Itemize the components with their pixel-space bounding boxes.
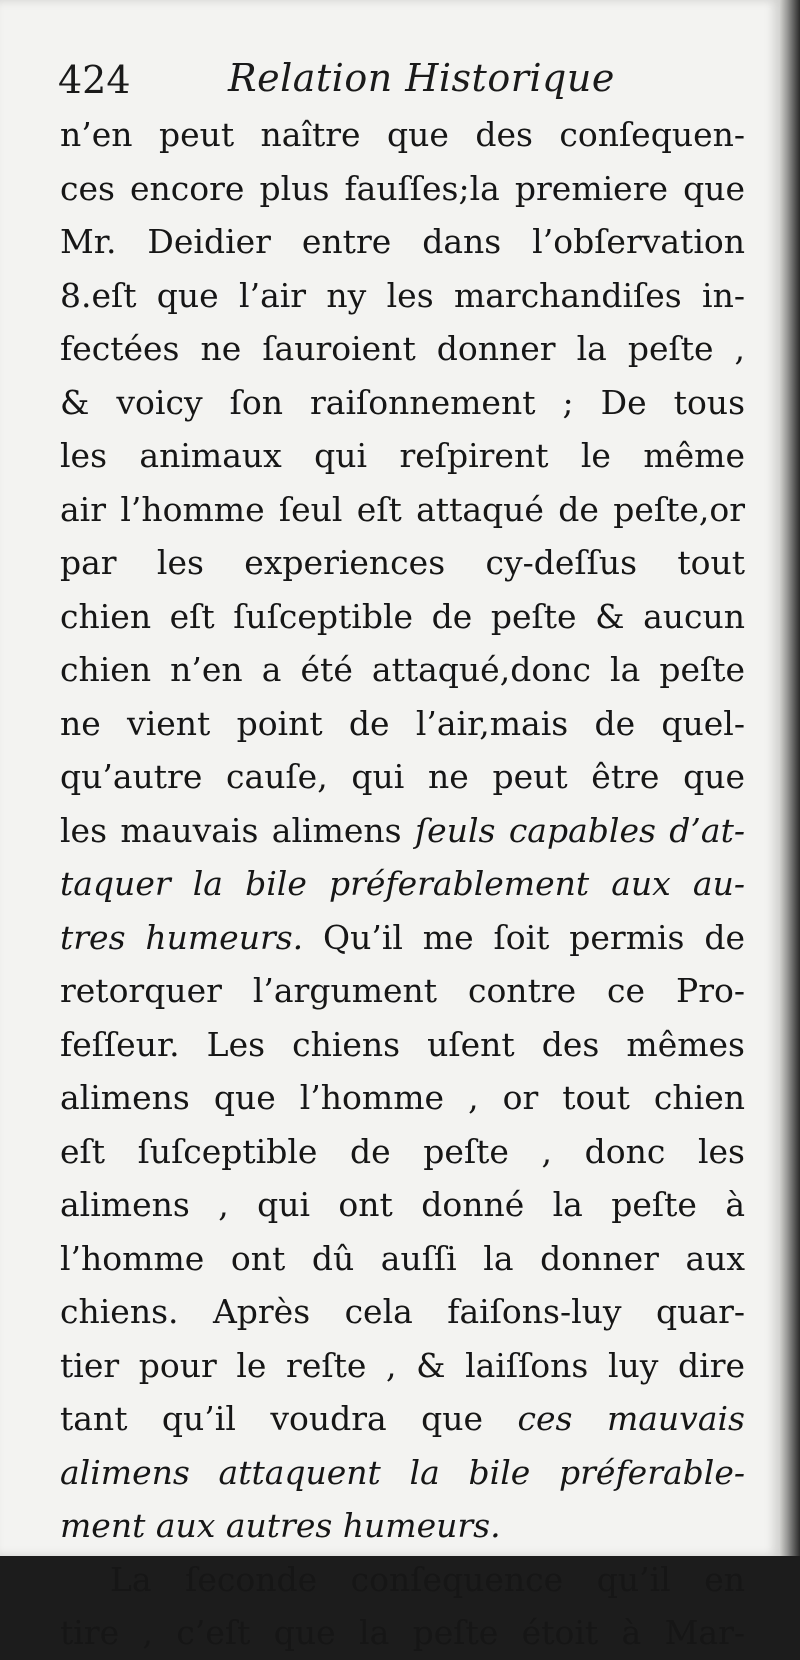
text-line: air l’homme ſeul eſt attaqué de peſte,or bbox=[60, 489, 745, 529]
page-number: 424 bbox=[58, 58, 131, 102]
text-line: tant qu’il voudra que ces mauvais bbox=[60, 1399, 745, 1438]
text-line: retorquer l’argument contre ce Pro- bbox=[60, 971, 745, 1010]
text-line: 8.eſt que l’air ny les marchandiſes in- bbox=[60, 275, 745, 315]
text-line: alimens , qui ont donné la peſte à bbox=[60, 1185, 745, 1224]
text-line: ne vient point de l’air,mais de quel- bbox=[60, 703, 745, 743]
text-line: ment aux autres humeurs. bbox=[60, 1506, 501, 1545]
text-line: La ſeconde conſequence qu’il en bbox=[110, 1559, 745, 1599]
text-line: taquer la bile préferablement aux au- bbox=[60, 864, 745, 903]
text-line: Mr. Deidier entre dans l’obſervation bbox=[60, 222, 745, 261]
text-line: par les experiences cy-deſſus tout bbox=[60, 543, 745, 582]
running-title: Relation Historique bbox=[228, 56, 615, 100]
text-line: les animaux qui reſpirent le même bbox=[60, 436, 745, 475]
text-line: chiens. Après cela faiſons-luy quar- bbox=[60, 1292, 745, 1331]
page-edge-shadow bbox=[780, 0, 800, 1556]
text-line: eſt ſuſceptible de peſte , donc les bbox=[60, 1131, 745, 1171]
text-line: tres humeurs. Qu’il me ſoit permis de bbox=[60, 917, 745, 957]
text-line: alimens que l’homme , or tout chien bbox=[60, 1078, 745, 1117]
text-line: tire , c’eſt que la peſte étoit à Mar- bbox=[60, 1613, 745, 1652]
text-line: l’homme ont dû auſſi la donner aux bbox=[60, 1238, 745, 1278]
text-line: chien n’en a été attaqué,donc la peſte bbox=[60, 650, 745, 689]
text-line: alimens attaquent la bile préferable- bbox=[60, 1452, 745, 1492]
text-line: qu’autre cauſe, qui ne peut être que bbox=[60, 757, 745, 796]
body-text bbox=[60, 108, 745, 1660]
page-header bbox=[58, 52, 738, 112]
text-line: les mauvais alimens ſeuls capables d’at- bbox=[60, 810, 745, 850]
text-line: & voicy ſon raiſonnement ; De tous bbox=[60, 382, 745, 422]
text-line: chien eſt ſuſceptible de peſte & aucun bbox=[60, 596, 745, 636]
text-line: ces encore plus fauſſes;la premiere que bbox=[60, 168, 745, 208]
text-line: tier pour le reſte , & laiſſons luy dire bbox=[60, 1345, 745, 1385]
text-line: n’en peut naître que des conſequen- bbox=[60, 115, 745, 154]
text-line: fectées ne ſauroient donner la peſte , bbox=[60, 329, 745, 368]
text-line: feſſeur. Les chiens uſent des mêmes bbox=[60, 1024, 745, 1064]
